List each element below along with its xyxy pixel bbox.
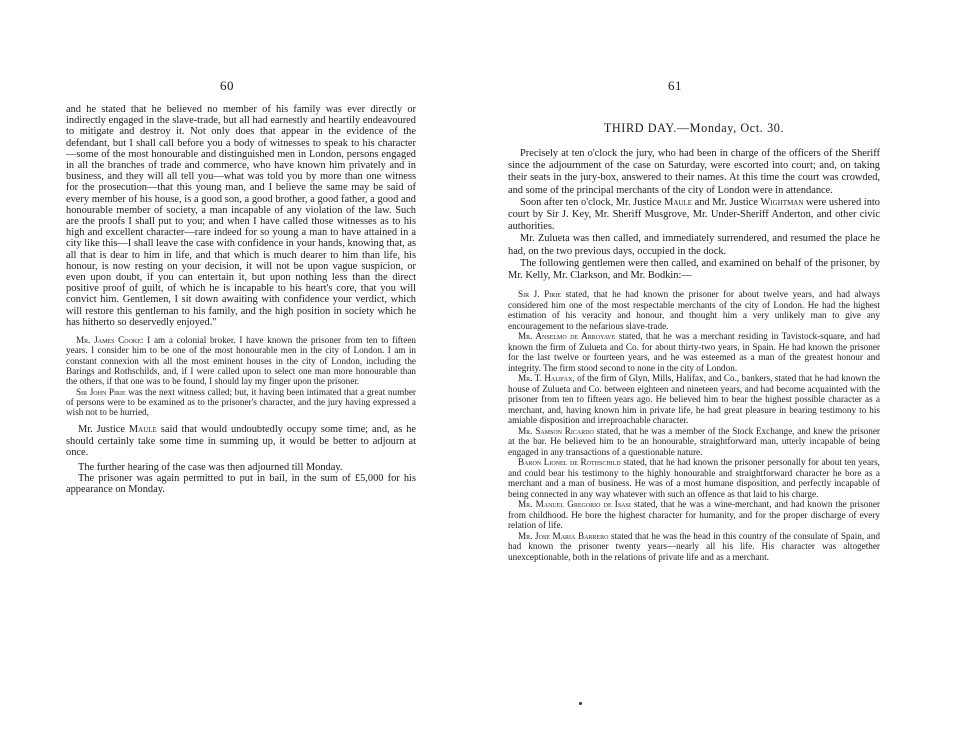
judge-remark: Mr. Justice Maule said that would undoubtedly occupy some time; and, as he should certainly take some time in summing up, it would be better to adjourn at once. [66,424,416,458]
witness-name: Sir John Pirie [76,386,126,397]
section-heading: THIRD DAY.—Monday, Oct. 30. [603,121,785,135]
witness-entry: Baron Lionel de Rothschild stated, that he had known the prisoner personally for about ten years, and could bear his testimony to the highly honourable and straightforward character he bore as a merchant and a man of business. He was of a most humane disposition, and perfectly incapable of being connected in any way whatever with such an offence as that laid to his charge. [508,457,880,499]
witness-entry: Sir J. Pirie stated, that he had known the prisoner for about twelve years, and had always considered him one of the most respectable merchants of the city of London. He had the highest estimation of his veracity and honour, and thought him a very unlikely man to give any encouragement to the nefarious slave-trade. [508,289,880,331]
witnesses-intro: The following gentlemen were then called, and examined on behalf of the prisoner, by Mr. Kelly, Mr. Clarkson, and Mr. Bodkin:— [508,257,880,282]
speech-paragraph: and he stated that he believed no member of his family was ever directly or indirectly engaged in the slave-trade, but all had earnestly and heartily endeavoured to mitigate and destroy it. Not only does that appear in the evidence of the defendant, but I shall call before you a body of witnesses to speak to his character—some of the most honourable and distinguished men in London, persons engaged in all the branches of trade and commerce, who have known him privately and in business, and they will all tell you—what was told you by more than one witness for the prosecution—that this young man, and I believe the same may be said of every member of his house, is a good son, a good brother, a good father, a good and honourable member of society, a man incapable of any violation of the law. Such are the proofs I shall put to you; and when I have called those witnesses as to his high and excellent character—rare indeed for so young a man to have attained in a city like this—I shall leave the case with confidence in your hands, knowing that, as all that is dear to him in life, and that which is much dearer to him than life, his honour, is now resting on your decision, it will not be upon vague suspicion, or even upon doubt, if you can entertain it, but upon nothing less than the direct positive proof of guilt, of which he is incapable to his heart's core, that you will convict him. Gentlemen, I sit down awaiting with confidence your verdict, which will restore this gentleman to his family, and the high position in society which he has hitherto so deservedly enjoyed." [66,104,416,328]
witness-name: Baron Lionel de Rothschild [518,457,621,468]
prisoner-paragraph: Mr. Zulueta was then called, and immediately surrendered, and resumed the place he had, on the two previous days, occupied in the dock. [508,233,880,257]
witness-name: Mr. Manuel Gregorio de Isasi [518,499,631,510]
witness-pirie [66,387,416,418]
witness-name: Mr. Anselmo de Arroyave [518,331,616,342]
witness-list [508,289,880,562]
ink-speck [579,702,582,705]
left-page-body [66,104,416,496]
witness-name: Mr. James Cooke [76,335,141,346]
bail-note: The prisoner was again permitted to put in bail, in the sum of £5,000 for his appearance on Monday. [66,473,416,496]
page-number: 60 [220,78,234,93]
page-number: 61 [668,78,682,93]
witness-entry: Mr. Manuel Gregorio de Isasi stated, that he was a wine-merchant, and had known the prisoner from childhood. He bore the highest character for humanity, and for the proper discharge of every relation of life. [508,499,880,531]
adjournment-note: The further hearing of the case was then adjourned till Monday. [78,462,343,474]
witness-entry: Mr. Jose Maria Barrero stated that he was the head in this country of the consulate of Spain, and had known the prisoner twenty years—nearly all his life. His character was altogether unexceptionable, both in the relations of private life and as a merchant. [508,530,881,562]
witness-block [66,335,416,417]
opening-paragraph: Precisely at ten o'clock the jury, who had been in charge of the officers of the Sheriff since the adjournment of the case on Saturday, were escorted into court; and, on taking their seats in the jury-box, answered to their names. At this time the court was crowded, and some of the principal merchants of the city of London were in attendance. [508,148,880,196]
judges-paragraph: Soon after ten o'clock, Mr. Justice Maule and Mr. Justice Wightman were ushered into court by Sir J. Key, Mr. Sheriff Musgrove, Mr. Under-Sheriff Anderton, and other civic authorities. [508,196,880,233]
judge-name: Maule [128,424,157,436]
witness-name: Mr. Samson Ricardo [518,425,594,436]
witness-name: Mr. Jose Maria Barrero [518,530,609,541]
witness-entry: Mr. Anselmo de Arroyave stated, that he was a merchant residing in Tavistock-square, and had known the firm of Zulueta and Co. for about thirty-two years, in Spain. He had known the prisoner for the last twelve or fourteen years, and he was esteemed as a man of the greatest honour and integrity. The firm stood second to none in the city of London. [508,331,881,373]
witness-cooke [66,335,416,386]
right-page [490,0,980,756]
witness-text: was the next witness called; but, it having been intimated that a great number of persons were to be examined as to the prisoner's character, and the jury having expressed a wish not to be hurried, [66,386,416,418]
witness-name: Sir J. Pirie [518,289,561,300]
witness-name: Mr. T. Halifax [518,373,573,384]
witness-text: : I am a colonial broker. I have known the prisoner from ten to fifteen years. I consider him to be one of the most honourable men in the city of London. I am in constant connexion with all the most eminent houses in the city of London, including the Barings and Rothschilds, and, if I were called upon to select one man more honourable than the others, if that one was to be found, I should lay my finger upon the prisoner. [66,335,416,387]
witness-entry: Mr. Samson Ricardo stated, that he was a member of the Stock Exchange, and knew the prisoner at the bar. He believed him to be an honourable, straightforward man, utterly incapable of being engaged in any transactions of a questionable nature. [508,425,880,457]
witness-entry: Mr. T. Halifax, of the firm of Glyn, Mills, Halifax, and Co., bankers, stated that he had known the house of Zulueta and Co. between eighteen and nineteen years, and had become acquainted with the prisoner from ten to fifteen years ago. He believed him to bear the highest possible character as a merchant, and, having known him in private life, he had great pleasure in bearing testimony to his amiable disposition and irreproachable character. [508,373,880,426]
right-page-body [508,111,880,562]
